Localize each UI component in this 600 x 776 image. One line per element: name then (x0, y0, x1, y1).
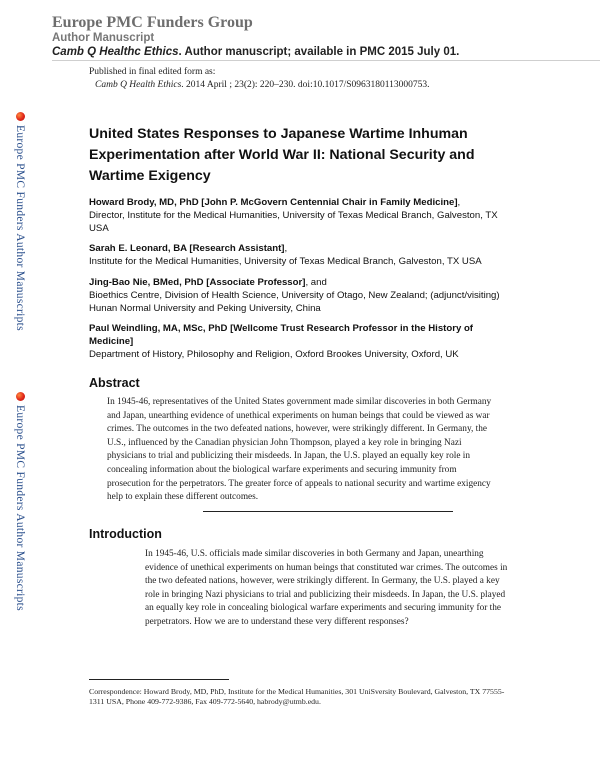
author-affiliation: Bioethics Centre, Division of Health Science, University of Otago, New Zealand; (adjunct/visiting) Hunan Normal University and Peking University, China (89, 290, 500, 314)
published-citation-text: . 2014 April ; 23(2): 220–230. doi:10.1017/S0963180113000753. (181, 80, 430, 90)
introduction-body: In 1945-46, U.S. officials made similar discoveries in both Germany and Japan, unearthing evidence of unethical experiments on human beings that constituted war crimes. The outcomes in the two defeated nations, however, were strikingly different. In Germany, the U.S. played a key role in bringing Nazi physicians to trial and publicizing their misdeeds. In Japan, the U.S. played an equally key role in concealing biological warfare experiments and securing immunity for the perpetrators. How we are to understand these very different responses? (145, 549, 508, 627)
funders-group-title: Europe PMC Funders Group (52, 14, 253, 31)
published-citation (89, 79, 430, 92)
header (52, 0, 600, 60)
sidebar-label: Europe PMC Funders Author Manuscripts (14, 405, 26, 611)
published-label: Published in final edited form as: (89, 67, 216, 77)
published-journal: Camb Q Health Ethics (95, 80, 182, 90)
author-separator: , (284, 243, 288, 254)
author-name: Paul Weindling, MA, MSc, PhD [Wellcome Trust Research Professor in the History of Medicine] (89, 323, 474, 347)
sidebar-label: Europe PMC Funders Author Manuscripts (14, 125, 26, 331)
footnote-divider (89, 679, 229, 680)
author-name: Sarah E. Leonard, BA [Research Assistant] (89, 243, 285, 254)
author-block (89, 196, 514, 235)
author-name: Jing-Bao Nie, BMed, PhD [Associate Professor] (89, 277, 306, 288)
abstract-heading: Abstract (89, 376, 140, 390)
author-block (89, 322, 514, 361)
sidebar-lower (0, 392, 40, 611)
published-info (89, 66, 430, 92)
author-block (89, 276, 514, 315)
author-affiliation: Department of History, Philosophy and Religion, Oxford Brookes University, Oxford, UK (89, 349, 459, 360)
author-affiliation: Institute for the Medical Humanities, University of Texas Medical Branch, Galveston, TX USA (89, 256, 482, 267)
author-name: Howard Brody, MD, PhD [John P. McGovern Centennial Chair in Family Medicine] (89, 197, 458, 208)
journal-name: Camb Q Healthc Ethics (52, 46, 179, 58)
article-title: United States Responses to Japanese Wartime Inhuman Experimentation after World War II: National Security and Wartime Exigency (89, 126, 475, 184)
europe-pmc-logo-icon (16, 392, 25, 401)
introduction-heading: Introduction (89, 527, 162, 541)
author-block (89, 242, 514, 268)
correspondence-footnote: Correspondence: Howard Brody, MD, PhD, Institute for the Medical Humanities, 301 UniSversity Boulevard, Galveston, TX 77555-1311 USA, Phone 409-772-9386, Fax 409-772-5640, habrody@utmb.edu. (89, 687, 505, 706)
author-separator: , and (305, 277, 327, 288)
journal-availability-line (52, 45, 600, 60)
sidebar-upper (0, 112, 40, 331)
author-manuscript-label: Author Manuscript (52, 32, 155, 44)
header-divider (52, 60, 600, 61)
abstract-body: In 1945-46, representatives of the United States government made similar discoveries in both Germany and Japan, unearthing evidence of unethical experiments on human beings that could be viewed as war crimes. The outcomes in the two defeated nations, however, were strikingly different. In Germany, the U.S., influenced by the Canadian physician John Thompson, played a key role in bringing Nazi physicians to trial and publicizing their misdeeds. In Japan, the U.S. played an equally key role in concealing information about the biological warfare experiments and securing immunity from prosecution for the perpetrators. The greater force of appeals to national security and wartime exigency help to explain these different outcomes. (107, 397, 492, 503)
europe-pmc-logo-icon (16, 112, 25, 121)
author-separator: , (457, 197, 461, 208)
abstract-divider (203, 511, 453, 512)
author-affiliation: Director, Institute for the Medical Humanities, University of Texas Medical Branch, Galveston, TX USA (89, 210, 498, 234)
availability-text: . Author manuscript; available in PMC 2015 July 01. (178, 46, 460, 58)
